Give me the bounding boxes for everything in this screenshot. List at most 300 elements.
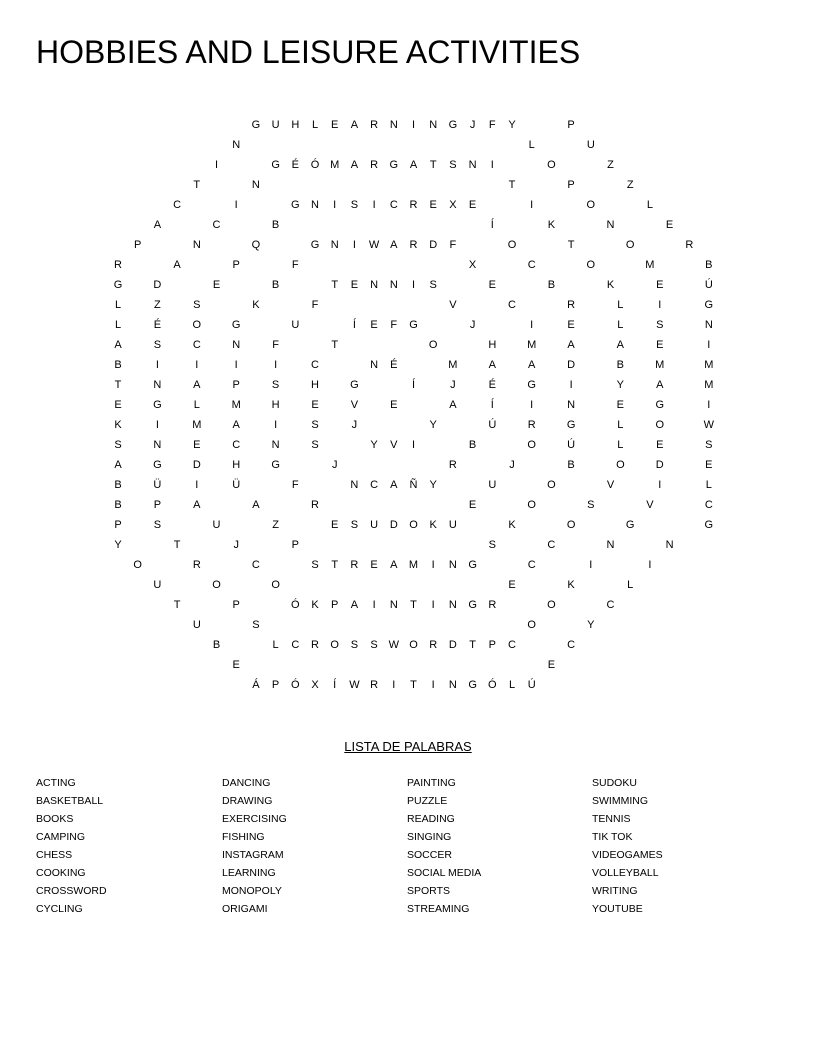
grid-letter: Y	[114, 539, 122, 551]
grid-letter: P	[232, 259, 240, 271]
grid-letter: E	[656, 279, 664, 291]
grid-letter: N	[153, 439, 162, 451]
grid-letter: O	[527, 499, 536, 511]
word-list	[0, 774, 816, 924]
grid-letter: P	[331, 599, 339, 611]
grid-letter: J	[450, 379, 456, 391]
grid-letter: Z	[272, 519, 279, 531]
grid-letter: P	[567, 119, 575, 131]
grid-letter: B	[705, 259, 713, 271]
grid-letter: A	[488, 359, 496, 371]
grid-letter: C	[251, 559, 260, 571]
grid-letter: G	[251, 119, 261, 131]
grid-letter: A	[153, 219, 162, 231]
grid-letter: S	[350, 199, 359, 211]
grid-letter: I	[530, 399, 534, 411]
word-list-item: DANCING	[222, 777, 271, 789]
grid-letter: R	[370, 119, 379, 131]
grid-letter: O	[547, 159, 556, 171]
word-list-item: LEARNING	[222, 867, 276, 879]
grid-letter: P	[153, 499, 162, 511]
grid-letter: Ó	[291, 599, 300, 611]
grid-letter: M	[645, 259, 655, 271]
grid-letter: S	[370, 639, 378, 651]
grid-letter: N	[448, 679, 457, 691]
grid-letter: I	[431, 679, 435, 691]
grid-letter: M	[704, 379, 714, 391]
word-list-item: PUZZLE	[407, 795, 448, 807]
grid-letter: A	[390, 239, 398, 251]
grid-letter: I	[392, 679, 396, 691]
grid-letter: A	[193, 499, 201, 511]
grid-letter: K	[547, 219, 556, 231]
grid-letter: C	[547, 539, 556, 551]
grid-letter: E	[468, 499, 477, 511]
grid-letter: N	[330, 239, 339, 251]
grid-letter: Z	[154, 299, 161, 311]
grid-letter: E	[331, 519, 339, 531]
grid-letter: É	[390, 359, 398, 371]
grid-letter: V	[606, 479, 615, 491]
grid-letter: D	[153, 279, 162, 291]
grid-letter: G	[625, 519, 635, 531]
grid-letter: X	[468, 259, 477, 271]
grid-letter: C	[311, 359, 319, 371]
grid-letter: M	[330, 159, 340, 171]
grid-letter: R	[192, 559, 201, 571]
grid-letter: U	[271, 119, 280, 131]
grid-letter: T	[410, 599, 417, 611]
grid-letter: B	[114, 479, 122, 491]
grid-letter: F	[291, 479, 299, 491]
grid-letter: Í	[490, 399, 494, 411]
grid-letter: G	[291, 199, 300, 211]
word-list-item: WRITING	[592, 885, 638, 897]
grid-letter: K	[508, 519, 516, 531]
grid-letter: Z	[607, 159, 614, 171]
grid-letter: G	[704, 519, 714, 531]
grid-letter: Ó	[291, 679, 300, 691]
grid-letter: I	[530, 319, 534, 331]
grid-letter: S	[153, 519, 162, 531]
grid-letter: I	[155, 359, 159, 371]
grid-letter: H	[291, 119, 300, 131]
grid-letter: J	[469, 319, 476, 331]
grid-letter: F	[449, 239, 457, 251]
word-list-item: STREAMING	[407, 903, 470, 915]
grid-letter: I	[372, 199, 376, 211]
grid-letter: A	[173, 259, 181, 271]
grid-letter: Í	[490, 219, 494, 231]
grid-letter: Z	[626, 179, 634, 191]
grid-letter: Ñ	[409, 479, 418, 491]
grid-letter: O	[527, 439, 536, 451]
grid-letter: G	[271, 159, 280, 171]
grid-letter: D	[448, 639, 457, 651]
grid-letter: V	[350, 399, 359, 411]
grid-letter: J	[331, 459, 338, 471]
word-list-item: YOUTUBE	[592, 903, 643, 915]
grid-letter: N	[429, 119, 438, 131]
grid-letter: B	[616, 359, 625, 371]
grid-letter: L	[617, 419, 624, 431]
grid-letter: E	[656, 439, 664, 451]
grid-letter: D	[192, 459, 201, 471]
grid-letter: E	[547, 659, 556, 671]
grid-letter: R	[429, 639, 438, 651]
grid-letter: S	[350, 639, 359, 651]
grid-letter: I	[707, 339, 711, 351]
grid-letter: E	[616, 399, 625, 411]
word-list-item: INSTAGRAM	[222, 849, 284, 861]
grid-letter: O	[616, 459, 625, 471]
grid-letter: I	[431, 599, 435, 611]
grid-letter: R	[567, 299, 576, 311]
grid-letter: N	[192, 239, 201, 251]
grid-letter: I	[155, 419, 159, 431]
grid-letter: N	[311, 199, 319, 211]
grid-letter: V	[646, 499, 654, 511]
word-list-heading: LISTA DE PALABRAS	[344, 739, 472, 754]
grid-letter: Á	[252, 679, 260, 691]
grid-letter: N	[370, 279, 379, 291]
grid-letter: R	[370, 679, 379, 691]
grid-letter: K	[311, 599, 319, 611]
grid-letter: I	[530, 199, 534, 211]
grid-letter: S	[656, 319, 664, 331]
grid-letter: N	[606, 539, 615, 551]
grid-letter: P	[232, 599, 240, 611]
grid-letter: S	[311, 439, 319, 451]
grid-letter: Ú	[527, 679, 536, 691]
grid-letter: C	[704, 499, 713, 511]
grid-letter: C	[527, 259, 536, 271]
grid-letter: C	[212, 219, 221, 231]
grid-letter: W	[703, 419, 714, 431]
grid-letter: H	[488, 339, 497, 351]
word-list-item: BOOKS	[36, 813, 74, 825]
grid-letter: P	[291, 539, 299, 551]
grid-letter: L	[508, 679, 516, 691]
word-list-column	[222, 774, 402, 918]
grid-letter: O	[409, 519, 418, 531]
grid-letter: G	[566, 419, 576, 431]
grid-letter: E	[656, 339, 664, 351]
grid-letter: S	[153, 339, 162, 351]
grid-letter: O	[330, 639, 339, 651]
grid-letter: C	[173, 199, 182, 211]
grid-letter: I	[274, 359, 278, 371]
grid-letter: I	[431, 559, 435, 571]
grid-letter: G	[310, 239, 320, 251]
word-list-column	[407, 774, 587, 918]
grid-letter: G	[153, 399, 162, 411]
grid-letter: G	[468, 679, 477, 691]
grid-letter: N	[232, 339, 241, 351]
grid-letter: N	[350, 479, 359, 491]
grid-letter: T	[331, 559, 339, 571]
grid-letter: Ú	[704, 279, 713, 291]
grid-letter: M	[231, 399, 241, 411]
grid-letter: P	[232, 379, 240, 391]
grid-letter: J	[351, 419, 358, 431]
grid-letter: R	[409, 239, 418, 251]
word-list-column	[592, 774, 772, 918]
grid-letter: R	[527, 419, 536, 431]
grid-letter: K	[606, 279, 615, 291]
grid-letter: J	[469, 119, 476, 131]
grid-letter: J	[233, 539, 239, 551]
grid-letter: D	[567, 359, 576, 371]
grid-letter: H	[271, 399, 280, 411]
grid-letter: Y	[370, 439, 378, 451]
grid-letter: P	[488, 639, 496, 651]
grid-letter: I	[658, 299, 662, 311]
grid-letter: U	[291, 319, 300, 331]
word-list-item: PAINTING	[407, 777, 456, 789]
grid-letter: N	[468, 159, 477, 171]
grid-letter: Q	[251, 239, 261, 251]
grid-letter: B	[468, 439, 477, 451]
grid-letter: G	[350, 379, 359, 391]
grid-letter: F	[488, 119, 496, 131]
grid-letter: L	[705, 479, 712, 491]
grid-letter: I	[352, 239, 356, 251]
grid-letter: E	[311, 399, 319, 411]
grid-letter: A	[193, 379, 201, 391]
grid-letter: L	[528, 139, 535, 151]
word-list-item: CROSSWORD	[36, 885, 107, 897]
grid-letter: S	[271, 379, 280, 391]
grid-letter: G	[271, 459, 280, 471]
grid-letter: T	[193, 179, 201, 191]
grid-letter: A	[656, 379, 664, 391]
grid-letter: S	[114, 439, 122, 451]
grid-letter: E	[567, 319, 575, 331]
grid-letter: N	[232, 139, 241, 151]
grid-letter: C	[606, 599, 615, 611]
grid-letter: L	[311, 119, 319, 131]
word-list-item: FISHING	[222, 831, 265, 843]
grid-letter: O	[192, 319, 202, 331]
grid-letter: I	[234, 359, 238, 371]
grid-letter: E	[429, 199, 437, 211]
grid-letter: B	[271, 219, 280, 231]
word-list-item: MONOPOLY	[222, 885, 282, 897]
word-list-item: CYCLING	[36, 903, 83, 915]
grid-letter: I	[569, 379, 573, 391]
grid-letter: M	[655, 359, 665, 371]
grid-letter: U	[488, 479, 497, 491]
word-list-item: SWIMMING	[592, 795, 648, 807]
grid-letter: G	[655, 399, 665, 411]
grid-letter: S	[311, 559, 319, 571]
grid-letter: Ó	[488, 679, 497, 691]
grid-letter: N	[665, 539, 674, 551]
word-list-item: TIK TOK	[592, 831, 633, 843]
grid-letter: N	[704, 319, 713, 331]
grid-letter: E	[212, 279, 221, 291]
word-list-item: SPORTS	[407, 885, 450, 897]
grid-letter: T	[410, 679, 417, 691]
grid-letter: T	[469, 639, 476, 651]
grid-letter: T	[173, 539, 181, 551]
grid-letter: O	[655, 419, 665, 431]
grid-letter: T	[429, 159, 437, 171]
grid-letter: W	[388, 639, 399, 651]
grid-letter: C	[232, 439, 241, 451]
grid-letter: R	[685, 239, 694, 251]
grid-letter: F	[390, 319, 398, 331]
word-list-item: SINGING	[407, 831, 452, 843]
grid-letter: X	[311, 679, 319, 691]
grid-letter: C	[370, 479, 379, 491]
grid-letter: O	[271, 579, 280, 591]
grid-letter: U	[153, 579, 162, 591]
grid-letter: E	[370, 559, 378, 571]
grid-letter: S	[705, 439, 713, 451]
grid-letter: G	[409, 319, 418, 331]
grid-letter: A	[232, 419, 240, 431]
grid-letter: Í	[352, 319, 356, 331]
grid-letter: C	[567, 639, 576, 651]
grid-letter: N	[370, 359, 379, 371]
grid-letter: S	[350, 519, 359, 531]
grid-letter: Ú	[567, 439, 576, 451]
grid-letter: R	[311, 499, 319, 511]
grid-letter: R	[409, 199, 418, 211]
grid-letter: I	[411, 439, 416, 451]
grid-letter: G	[231, 319, 241, 331]
grid-letter: N	[389, 119, 398, 131]
grid-letter: E	[665, 219, 674, 231]
grid-letter: G	[153, 459, 162, 471]
grid-letter: F	[311, 299, 319, 311]
grid-letter: L	[193, 399, 200, 411]
grid-letter: L	[617, 299, 624, 311]
grid-letter: S	[488, 539, 496, 551]
grid-letter: U	[370, 519, 379, 531]
grid-letter: X	[449, 199, 457, 211]
grid-letter: L	[646, 199, 653, 211]
grid-letter: I	[195, 479, 199, 491]
grid-letter: I	[490, 159, 494, 171]
grid-letter: E	[488, 279, 496, 291]
word-list-item: COOKING	[36, 867, 86, 879]
grid-letter: K	[429, 519, 437, 531]
grid-letter: G	[389, 159, 399, 171]
grid-letter: Ú	[488, 419, 497, 431]
grid-letter: D	[429, 239, 438, 251]
grid-letter: C	[192, 339, 201, 351]
grid-letter: O	[428, 339, 438, 351]
grid-letter: B	[567, 459, 575, 471]
grid-letter: C	[389, 199, 398, 211]
grid-letter: A	[567, 339, 575, 351]
word-list-item: BASKETBALL	[36, 795, 104, 807]
grid-letter: E	[193, 439, 201, 451]
grid-letter: Ó	[310, 159, 320, 171]
grid-letter: P	[134, 239, 142, 251]
grid-letter: J	[509, 459, 515, 471]
grid-letter: E	[114, 399, 122, 411]
grid-letter: G	[448, 119, 458, 131]
grid-letter: G	[704, 299, 714, 311]
word-list-item: ACTING	[36, 777, 76, 789]
grid-letter: O	[625, 239, 635, 251]
word-list-column	[36, 774, 216, 918]
word-list-item: TENNIS	[592, 813, 631, 825]
grid-letter: A	[616, 339, 625, 351]
word-list-item: CHESS	[36, 849, 73, 861]
grid-letter: U	[586, 139, 595, 151]
word-list-item: DRAWING	[222, 795, 273, 807]
grid-letter: P	[114, 519, 122, 531]
grid-letter: E	[331, 119, 339, 131]
word-list-item: SUDOKU	[592, 777, 637, 789]
grid-letter: R	[311, 639, 319, 651]
page-title: HOBBIES AND LEISURE ACTIVITIES	[36, 34, 581, 70]
grid-letter: B	[547, 279, 556, 291]
grid-letter: G	[468, 599, 477, 611]
grid-letter: M	[448, 359, 458, 371]
grid-letter: I	[411, 279, 416, 291]
grid-letter: A	[350, 599, 359, 611]
grid-letter: R	[114, 259, 122, 271]
word-list-item: VOLLEYBALL	[592, 867, 659, 879]
grid-letter: E	[390, 399, 398, 411]
grid-letter: O	[547, 599, 556, 611]
grid-letter: Y	[508, 119, 516, 131]
grid-letter: Í	[411, 379, 416, 391]
grid-letter: I	[214, 159, 219, 171]
grid-letter: O	[212, 579, 221, 591]
grid-letter: É	[291, 159, 299, 171]
grid-letter: T	[114, 379, 122, 391]
word-list-item: SOCIAL MEDIA	[407, 867, 482, 879]
grid-letter: R	[448, 459, 457, 471]
grid-letter: T	[331, 279, 339, 291]
grid-letter: L	[272, 639, 279, 651]
grid-letter: L	[617, 439, 624, 451]
grid-letter: E	[370, 319, 378, 331]
grid-letter: I	[707, 399, 711, 411]
grid-letter: T	[508, 179, 516, 191]
grid-letter: A	[114, 459, 122, 471]
grid-letter: I	[195, 359, 199, 371]
grid-letter: O	[409, 639, 418, 651]
grid-letter: C	[291, 639, 300, 651]
grid-letter: B	[114, 359, 122, 371]
word-list-item: EXERCISING	[222, 813, 287, 825]
grid-letter: M	[704, 359, 714, 371]
grid-letter: H	[232, 459, 241, 471]
grid-letter: Ü	[232, 479, 241, 491]
grid-letter: G	[468, 559, 477, 571]
grid-letter: K	[567, 579, 575, 591]
grid-letter: O	[507, 239, 517, 251]
grid-letter: I	[333, 199, 337, 211]
grid-letter: P	[271, 679, 280, 691]
grid-letter: B	[212, 639, 221, 651]
grid-letter: S	[587, 499, 595, 511]
grid-letter: O	[586, 199, 596, 211]
grid-letter: A	[409, 159, 418, 171]
grid-letter: L	[114, 299, 122, 311]
grid-letter: N	[251, 179, 260, 191]
word-list-item: READING	[407, 813, 455, 825]
grid-letter: K	[252, 299, 260, 311]
